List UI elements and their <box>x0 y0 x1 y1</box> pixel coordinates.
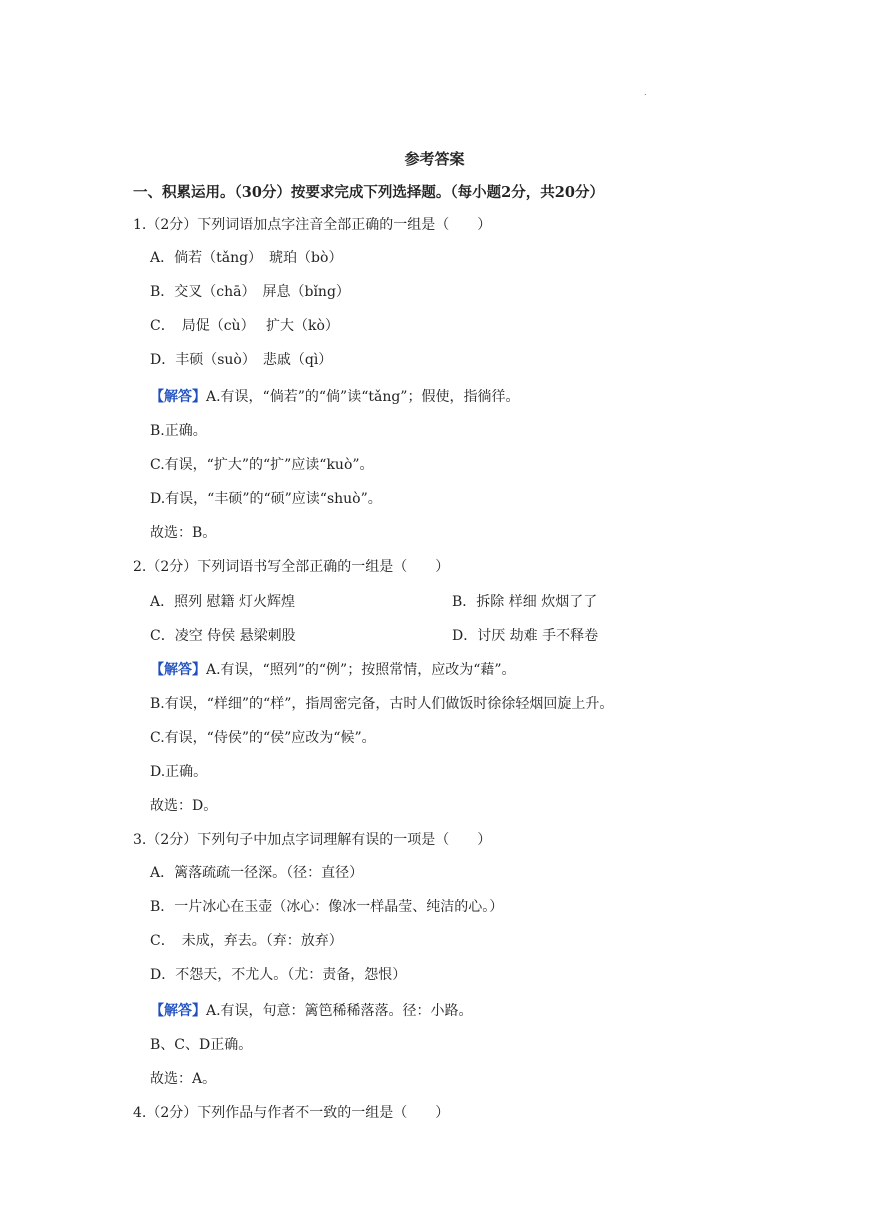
question-3-option-a: A．篱落疏疏一径深。（径：直径） <box>150 865 364 881</box>
question-1-answer-line-3: C.有误，“扩大”的“扩”应读“kuò”。 <box>150 457 374 473</box>
page-title: 参考答案 <box>404 150 465 168</box>
question-3-answer-choice: 故选：A。 <box>150 1071 217 1087</box>
question-4-stem: 4.（2分）下列作品与作者不一致的一组是（ ） <box>133 1105 450 1121</box>
answer-tag: 【解答】 <box>150 662 206 678</box>
question-1-option-a: A．倘若（tǎng） 琥珀（bò） <box>150 250 343 266</box>
answer-text: A.有误，句意：篱笆稀稀落落。径：小路。 <box>206 1003 473 1019</box>
question-3-answer-line-2: B、C、D正确。 <box>150 1037 253 1053</box>
question-1-option-b: B．交叉（chā） 屏息（bǐng） <box>150 284 350 300</box>
question-1-option-c: C． 局促（cù） 扩大（kò） <box>150 318 339 334</box>
question-1-option-d: D．丰硕（suò） 悲戚（qì） <box>150 352 333 368</box>
question-2-option-d: D．讨厌 劫难 手不释卷 <box>452 628 599 644</box>
question-2-answer-line-2: B.有误，“样细”的“样”，指周密完备，古时人们做饭时徐徐轻烟回旋上升。 <box>150 696 614 712</box>
question-2-option-b: B．拆除 样细 炊烟了了 <box>452 594 598 610</box>
answer-tag: 【解答】 <box>150 1003 206 1019</box>
answer-text: A.有误，“倘若”的“倘”读“tǎng”；假使，指徜徉。 <box>206 389 520 405</box>
question-2-option-a: A．照列 慰籍 灯火辉煌 <box>150 594 296 610</box>
corner-mark: . <box>644 88 647 97</box>
question-1-answer-line-4: D.有误，“丰硕”的“硕”应读“shuò”。 <box>150 491 382 507</box>
answer-tag: 【解答】 <box>150 389 206 405</box>
section-heading: 一、积累运用。（30分）按要求完成下列选择题。（每小题2分，共20分） <box>133 184 604 201</box>
question-3-option-c: C． 未成，弃去。（弃：放弃） <box>150 933 343 949</box>
question-3-option-d: D．不怨天，不尤人。（尤：责备，怨恨） <box>150 967 407 983</box>
answer-text: A.有误，“照列”的“例”；按照常情，应改为“藉”。 <box>206 662 516 678</box>
question-1-stem: 1.（2分）下列词语加点字注音全部正确的一组是（ ） <box>133 217 492 233</box>
question-2-answer-line-3: C.有误，“侍侯”的“侯”应改为“候”。 <box>150 730 376 746</box>
question-2-answer-line-1 <box>150 659 516 679</box>
question-2-stem: 2.（2分）下列词语书写全部正确的一组是（ ） <box>133 559 450 575</box>
question-1-answer-line-1 <box>150 386 519 406</box>
question-1-answer-line-2: B.正确。 <box>150 423 207 439</box>
question-1-answer-choice: 故选：B。 <box>150 525 217 541</box>
question-3-stem: 3.（2分）下列句子中加点字词理解有误的一项是（ ） <box>133 832 492 848</box>
question-2-answer-choice: 故选：D。 <box>150 798 218 814</box>
question-2-option-c: C．凌空 侍侯 悬梁刺股 <box>150 628 296 644</box>
question-3-option-b: B．一片冰心在玉壶（冰心：像冰一样晶莹、纯洁的心。） <box>150 899 504 915</box>
question-3-answer-line-1 <box>150 1000 473 1020</box>
question-2-answer-line-4: D.正确。 <box>150 764 208 780</box>
